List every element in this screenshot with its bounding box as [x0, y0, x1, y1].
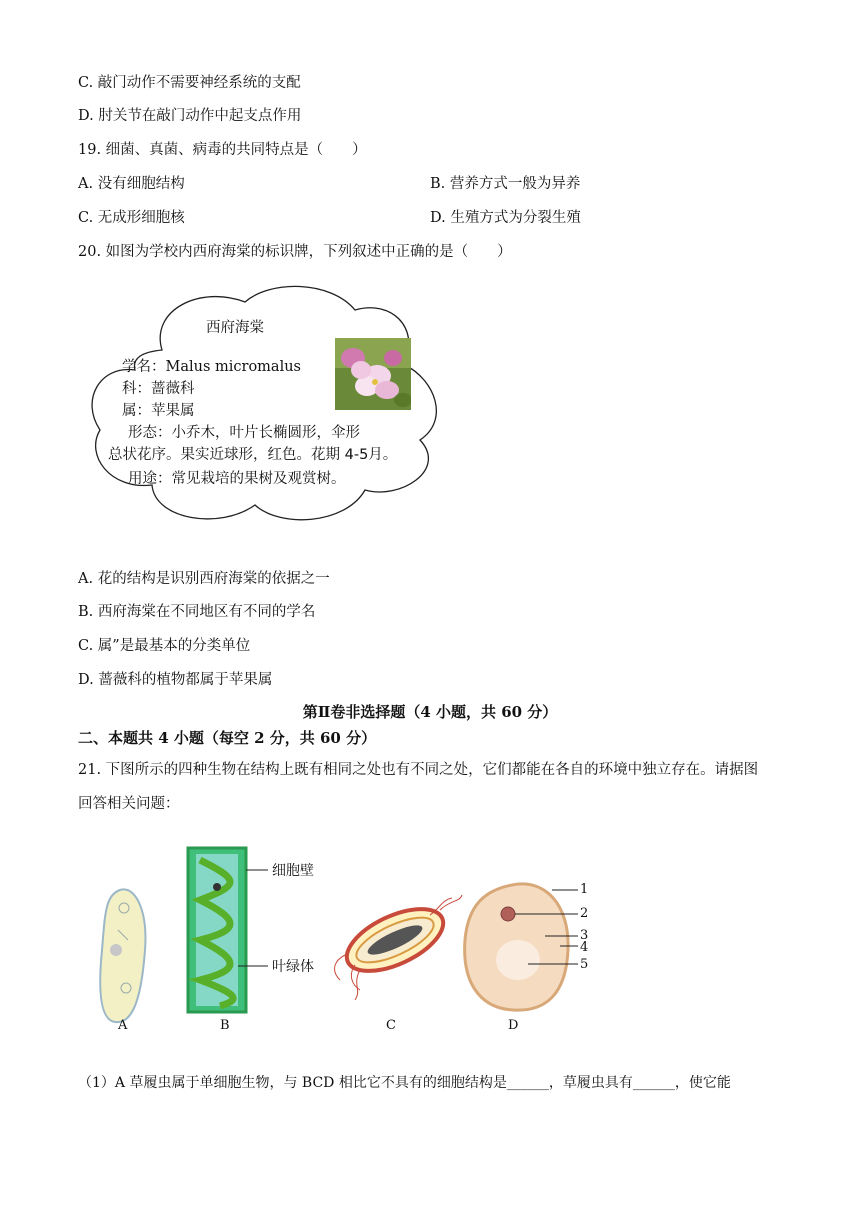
sign-form-line2: 总状花序。果实近球形，红色。花期 4-5月。 — [108, 447, 398, 463]
label-1: 1 — [580, 882, 589, 897]
sign-use: 用途：常见栽培的果树及观赏树。 — [128, 471, 346, 487]
sign-form-line1: 形态：小乔木，叶片长椭圆形，伞形 — [128, 425, 360, 441]
label-d: D — [508, 1018, 519, 1033]
paramecium-a — [100, 889, 145, 1022]
q19-stem: 19. 细菌、真菌、病毒的共同特点是（ ） — [78, 142, 367, 158]
yeast-cell-d — [465, 884, 578, 1010]
spirogyra-b — [188, 848, 268, 1012]
bacterium-c — [335, 895, 462, 1000]
sign-title: 西府海棠 — [206, 320, 264, 336]
q19-option-a: A. 没有细胞结构 — [78, 176, 185, 192]
label-a: A — [118, 1018, 128, 1033]
sign-family: 科：蔷薇科 — [122, 381, 195, 397]
organisms-drawing — [90, 840, 610, 1040]
label-c: C — [386, 1018, 396, 1033]
q19-option-d: D. 生殖方式为分裂生殖 — [430, 210, 581, 226]
label-3: 3 — [580, 928, 589, 943]
q20-option-c: C. 属”是最基本的分类单位 — [78, 638, 251, 654]
q19-option-b: B. 营养方式一般为异养 — [430, 176, 581, 192]
begonia-flower-photo — [335, 338, 411, 410]
sign-genus: 属：苹果属 — [122, 403, 195, 419]
q18-option-d: D. 肘关节在敲门动作中起支点作用 — [78, 108, 302, 124]
q20-option-a: A. 花的结构是识别西府海棠的依据之一 — [78, 571, 330, 587]
label-cell-wall: 细胞壁 — [272, 863, 314, 879]
q18-option-c: C. 敲门动作不需要神经系统的支配 — [78, 75, 301, 91]
plant-sign-figure — [80, 280, 450, 540]
q19-option-c: C. 无成形细胞核 — [78, 210, 185, 226]
four-organisms-figure — [90, 840, 610, 1040]
q21-stem-line2: 回答相关问题： — [78, 796, 180, 812]
q21-stem-line1: 21. 下图所示的四种生物在结构上既有相同之处也有不同之处，它们都能在各自的环境中独立存在。请据图 — [78, 762, 759, 778]
q20-stem: 20. 如图为学校内西府海棠的标识牌，下列叙述中正确的是（ ） — [78, 244, 512, 260]
label-4: 4 — [580, 940, 589, 955]
q20-option-d: D. 蔷薇科的植物都属于苹果属 — [78, 672, 273, 688]
q21-sub1: （1）A 草履虫属于单细胞生物，与 BCD 相比它不具有的细胞结构是______，草履虫具有______，使它能 — [78, 1075, 731, 1091]
label-2: 2 — [580, 906, 589, 921]
section2-heading: 二、本题共 4 小题（每空 2 分，共 60 分） — [78, 729, 377, 747]
label-chloroplast: 叶绿体 — [272, 959, 314, 975]
q20-option-b: B. 西府海棠在不同地区有不同的学名 — [78, 604, 316, 620]
sign-scientific-name: 学名：Malus micromalus — [122, 359, 301, 375]
label-5: 5 — [580, 957, 589, 972]
label-b: B — [220, 1018, 230, 1033]
section2-title: 第Ⅱ卷非选择题（4 小题，共 60 分） — [302, 703, 558, 721]
